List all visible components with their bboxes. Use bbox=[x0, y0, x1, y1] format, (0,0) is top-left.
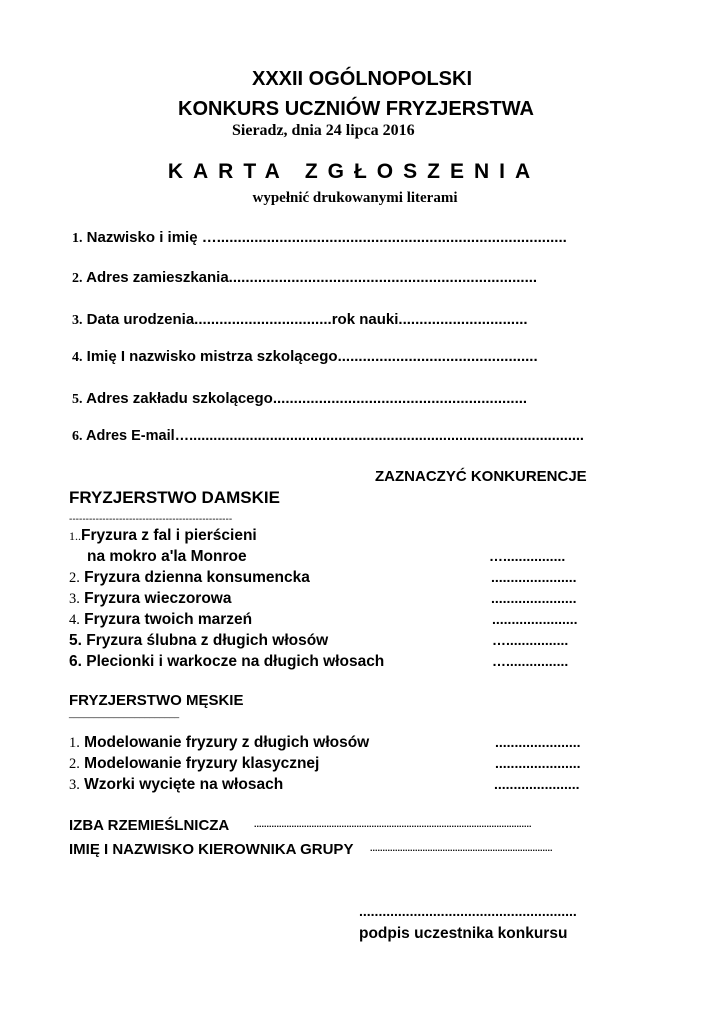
field-master bbox=[72, 348, 538, 366]
entry-dots[interactable]: ...................... bbox=[491, 569, 577, 585]
signature-dots[interactable]: ........................................................ bbox=[359, 903, 577, 919]
field-number: 4. bbox=[72, 350, 83, 365]
field-number: 3. bbox=[72, 313, 83, 328]
item-label: Modelowanie fryzury klasycznej bbox=[79, 755, 320, 772]
field-number: 6. bbox=[72, 429, 83, 444]
item-number: 6. bbox=[69, 653, 82, 670]
item-label: Fryzura wieczorowa bbox=[79, 590, 232, 607]
item-number: 1.. bbox=[69, 529, 81, 543]
item-label: Wzorki wycięte na włosach bbox=[79, 776, 284, 793]
item-number: 4. bbox=[69, 612, 80, 628]
entry-dots[interactable]: …................ bbox=[492, 653, 569, 669]
title-line-2: KONKURS UCZNIÓW FRYZJERSTWA bbox=[178, 98, 534, 120]
field-workplace bbox=[72, 390, 527, 408]
competition-item bbox=[69, 653, 384, 671]
competition-item bbox=[69, 755, 319, 773]
item-label: Fryzura twoich marzeń bbox=[79, 611, 253, 628]
item-number: 2. bbox=[69, 756, 80, 772]
group-leader-label: IMIĘ I NAZWISKO KIEROWNIKA GRUPY bbox=[69, 841, 354, 858]
field-name bbox=[72, 229, 567, 247]
instruction-text: wypełnić drukowanymi literami bbox=[252, 190, 458, 206]
competition-item bbox=[69, 590, 231, 608]
entry-dots[interactable]: ...................... bbox=[495, 755, 581, 771]
competition-item bbox=[69, 527, 257, 545]
section-heading-women: FRYZJERSTWO DAMSKIE bbox=[69, 488, 280, 507]
competition-item bbox=[69, 734, 369, 752]
section-underline: ------------------------------------------------- bbox=[69, 514, 233, 525]
form-title: KARTA ZGŁOSZENIA bbox=[167, 160, 541, 183]
signature-label: podpis uczestnika konkursu bbox=[359, 925, 568, 942]
item-label: Fryzura ślubna z długich włosów bbox=[81, 632, 329, 649]
item-label: Plecionki i warkocze na długich włosach bbox=[81, 653, 385, 670]
competition-item bbox=[69, 632, 328, 650]
entry-dots[interactable]: ...................... bbox=[495, 734, 581, 750]
competition-item bbox=[69, 569, 310, 587]
field-label: Adres zakładu szkolącego............................................................. bbox=[82, 390, 528, 407]
section-underline: ______________________ bbox=[69, 708, 180, 718]
field-number: 5. bbox=[72, 392, 83, 407]
item-label: Fryzura dzienna konsumencka bbox=[79, 569, 310, 586]
group-leader-entry-dots[interactable]: ......................................................................... bbox=[370, 843, 553, 853]
item-label: Fryzura z fal i pierścieni bbox=[81, 527, 257, 544]
field-label: Imię I nazwisko mistrza szkolącego................................................ bbox=[82, 348, 538, 365]
item-number: 5. bbox=[69, 632, 82, 649]
competition-item bbox=[69, 776, 283, 794]
item-label-continued: na mokro a'la Monroe bbox=[87, 548, 247, 565]
field-number: 1. bbox=[72, 231, 83, 246]
entry-dots[interactable]: ...................... bbox=[491, 590, 577, 606]
item-number: 3. bbox=[69, 591, 80, 607]
item-number: 1. bbox=[69, 735, 80, 751]
title-line-1: XXXII OGÓLNOPOLSKI bbox=[251, 68, 473, 90]
field-label: Nazwisko i imię ….................................................................................... bbox=[82, 229, 567, 246]
place-date: Sieradz, dnia 24 lipca 2016 bbox=[232, 122, 415, 139]
item-number: 2. bbox=[69, 570, 80, 586]
field-email bbox=[72, 428, 584, 445]
entry-dots[interactable]: …................ bbox=[489, 548, 566, 564]
item-label: Modelowanie fryzury z długich włosów bbox=[79, 734, 370, 751]
entry-dots[interactable]: ...................... bbox=[494, 776, 580, 792]
field-address bbox=[72, 269, 537, 287]
item-number: 3. bbox=[69, 777, 80, 793]
entry-dots[interactable]: …................ bbox=[492, 632, 569, 648]
field-label: Adres zamieszkania.......................................................................... bbox=[82, 269, 538, 286]
field-number: 2. bbox=[72, 271, 83, 286]
chamber-entry-dots[interactable]: ............................................................................................................... bbox=[254, 819, 532, 829]
field-label: Adres E-mail….................................................................................................. bbox=[82, 428, 584, 444]
field-birthdate bbox=[72, 311, 528, 329]
entry-dots[interactable]: ...................... bbox=[492, 611, 578, 627]
chamber-label: IZBA RZEMIEŚLNICZA bbox=[69, 817, 230, 834]
field-label: Data urodzenia.................................rok nauki............................... bbox=[82, 311, 528, 328]
competition-item bbox=[69, 611, 252, 629]
mark-competitions-label: ZAZNACZYĆ KONKURENCJE bbox=[375, 468, 587, 485]
section-heading-men: FRYZJERSTWO MĘSKIE bbox=[69, 692, 244, 709]
